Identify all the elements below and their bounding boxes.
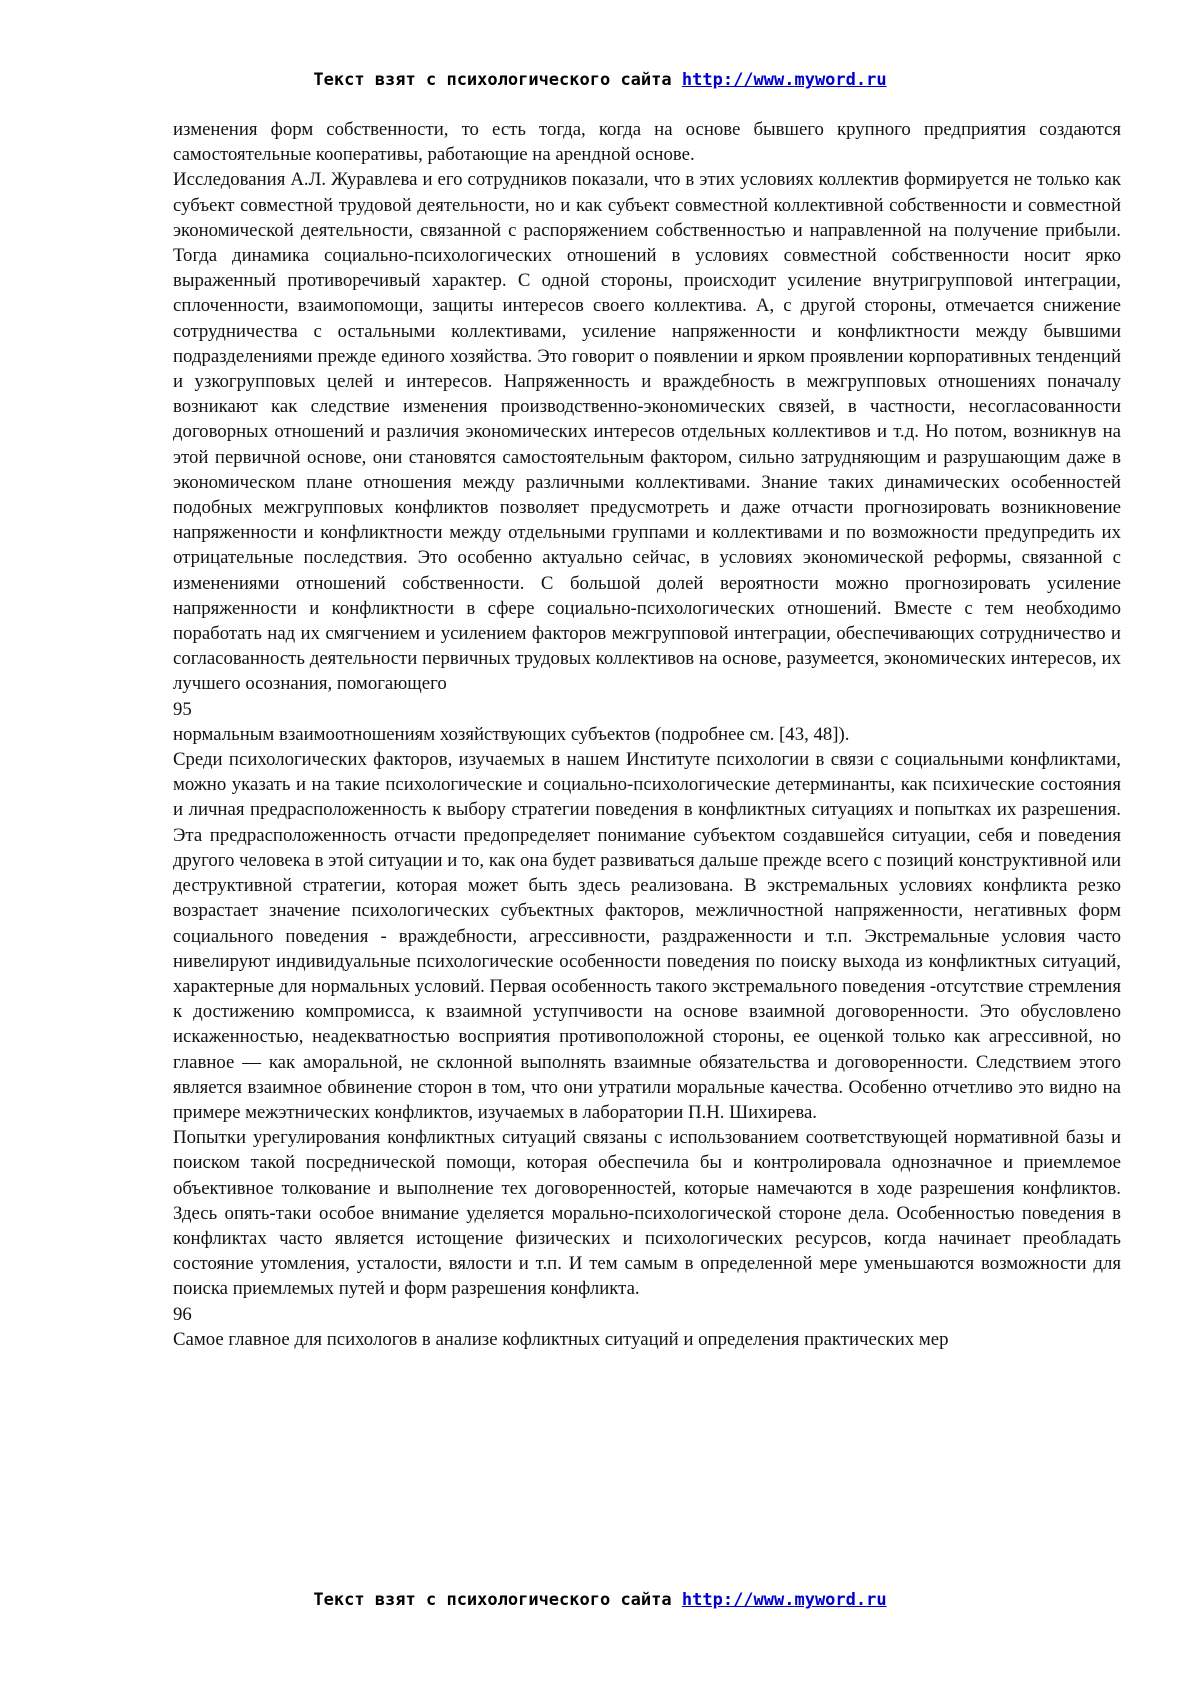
footer-banner [0, 1589, 1200, 1611]
footer-text: Текст взят с психологического сайта [313, 1590, 672, 1610]
paragraph: Исследования А.Л. Журавлева и его сотрудников показали, что в этих условиях коллектив формируется не только как субъект совместной трудовой деятельности, но и как субъект совместной коллективной собственности и совместной экономической деятельности, связанной с распоряжением собственностью и направленной на получение прибыли. Тогда динамика социально-психологических отношений в условиях совместной собственности носит ярко выраженный противоречивый характер. С одной стороны, происходит усиление внутригрупповой интеграции, сплоченности, взаимопомощи, защиты интересов своего коллектива. А, с другой стороны, отмечается снижение сотрудничества с остальными коллективами, усиление напряженности и конфликтности между бывшими подразделениями прежде единого хозяйства. Это говорит о появлении и ярком проявлении корпоративных тенденций и узкогрупповых целей и интересов. Напряженность и враждебность в межгрупповых отношениях поначалу возникают как следствие изменения производственно-экономических связей, в частности, несогласованности договорных отношений и различия экономических интересов отдельных коллективов и т.д. Но потом, возникнув на этой первичной основе, они становятся самостоятельным фактором, сильно затрудняющим и разрушающим даже в экономическом плане отношения между различными коллективами. Знание таких динамических особенностей подобных межгрупповых конфликтов позволяет предусмотреть и даже отчасти прогнозировать возникновение напряженности и конфликтности между отдельными группами и коллективами и по возможности предупредить их отрицательные последствия. Это особенно актуально сейчас, в условиях экономической реформы, связанной с изменениями отношений собственности. С большой долей вероятности можно прогнозировать усиление напряженности и конфликтности в сфере социально-психологических отношений. Вместе с тем необходимо поработать над их смягчением и усилением факторов межгрупповой интеграции, обеспечивающих сотрудничество и согласованность деятельности первичных трудовых коллективов на основе, разумеется, экономических интересов, их лучшего осознания, помогающего [173, 169, 1121, 695]
header-link[interactable]: http://www.myword.ru [681, 70, 887, 90]
paragraph: Попытки урегулирования конфликтных ситуаций связаны с использованием соответствующей нормативной базы и поиском такой посреднической помощи, которая обеспечила бы и контролировала однозначное и приемлемое объективное толкование и выполнение тех договоренностей, которые намечаются в ходе разрешения конфликтов. Здесь опять-таки особое внимание уделяется морально-психологической стороне дела. Особенностью поведения в конфликтах часто является истощение физических и психологических ресурсов, когда начинает преобладать состояние утомления, усталости, вялости и т.п. И тем самым в определенной мере уменьшаются возможности для поиска приемлемых путей и форм разрешения конфликта. [173, 1127, 1121, 1300]
footer-link[interactable]: http://www.myword.ru [681, 1590, 887, 1610]
page-number: 96 [173, 1303, 192, 1325]
header-text: Текст взят с психологического сайта [313, 70, 672, 90]
page-number: 95 [173, 698, 192, 720]
paragraph: Среди психологических факторов, изучаемых в нашем Институте психологии в связи с социальными конфликтами, можно указать и на такие психологические и социально-психологические детерминанты, как психические состояния и личная предрасположенность к выбору стратегии поведения в конфликтных ситуациях и попытках их разрешения. Эта предрасположенность отчасти предопределяет понимание субъектом создавшейся ситуации, себя и поведения другого человека в этой ситуации и то, как она будет развиваться дальше прежде всего с позиций конструктивной или деструктивной стратегии, которая может быть здесь реализована. В экстремальных условиях конфликта резко возрастает значение психологических субъектных факторов, межличностной напряженности, негативных форм социального поведения - враждебности, агрессивности, раздраженности и т.п. Экстремальные условия часто нивелируют индивидуальные психологические особенности поведения по поиску выхода из конфликтных ситуаций, характерные для нормальных условий. Первая особенность такого экстремального поведения -отсутствие стремления к достижению компромисса, к взаимной уступчивости на основе взаимной договоренности. Это обусловлено искаженностью, неадекватностью восприятия противоположной стороны, ее оценкой только как агрессивной, но главное — как аморальной, не склонной выполнять взаимные обязательства и договоренности. Следствием этого является взаимное обвинение сторон в том, что они утратили моральные качества. Особенно отчетливо это видно на примере межэтнических конфликтов, изучаемых в лаборатории П.Н. Шихирева. [173, 749, 1121, 1123]
paragraph: изменения форм собственности, то есть тогда, когда на основе бывшего крупного предприятия создаются самостоятельные кооперативы, работающие на арендной основе. [173, 119, 1121, 166]
paragraph: нормальным взаимоотношениям хозяйствующих субъектов (подробнее см. [43, 48]). [173, 723, 850, 745]
document-body [173, 117, 1121, 1352]
paragraph: Самое главное для психологов в анализе кофликтных ситуаций и определения практических мер [173, 1328, 949, 1350]
header-banner [0, 69, 1200, 91]
